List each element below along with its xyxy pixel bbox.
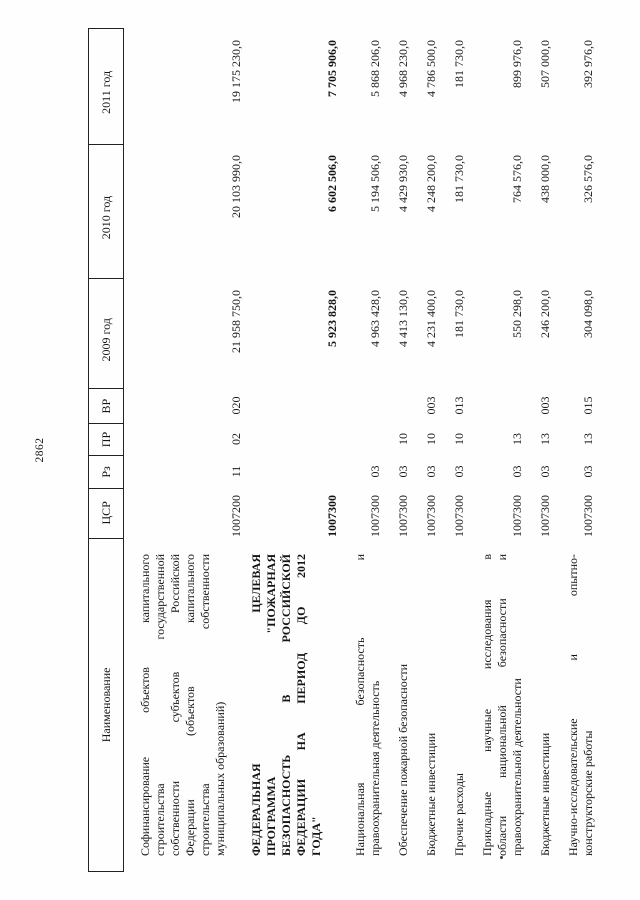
row-2009: 4 231 400,0: [424, 290, 438, 347]
table-header: [88, 28, 124, 872]
table-row: [480, 28, 525, 872]
name-line: муниципальных образований): [213, 701, 227, 856]
row-2009: 4 413 130,0: [396, 290, 410, 347]
row-vr: 003: [424, 396, 438, 415]
row-2011: 4 968 230,0: [396, 40, 410, 97]
row-csr: 1007300: [538, 495, 552, 537]
row-2011: 4 786 500,0: [424, 40, 438, 97]
row-pr: 10: [452, 433, 466, 445]
row-name: [249, 538, 340, 872]
name-line: ГОДА": [309, 816, 323, 856]
name-line: правоохранительная деятельность: [368, 680, 382, 856]
header-cell-2009: 2009 год: [89, 278, 123, 388]
row-2009: 304 098,0: [581, 290, 595, 338]
row-2010: 4 429 930,0: [396, 155, 410, 212]
header-cell-2010: 2010 год: [89, 144, 123, 279]
row-pr: 10: [396, 433, 410, 445]
name-line: строительства государственной: [153, 554, 167, 856]
name-line: ПРОГРАММА "ПОЖАРНАЯ: [264, 554, 278, 856]
row-2009: 181 730,0: [452, 290, 466, 338]
row-2009: 21 958 750,0: [229, 290, 243, 353]
table-row: [138, 28, 244, 872]
name-line: Бюджетные инвестиции: [538, 732, 552, 856]
row-2011: 7 705 906,0: [325, 40, 339, 97]
name-line: Прочие расходы: [452, 773, 466, 856]
row-rz: 03: [538, 465, 552, 478]
row-2010: 326 576,0: [581, 155, 595, 203]
row-2010: 5 194 506,0: [368, 155, 382, 212]
row-rz: 03: [396, 465, 410, 478]
table-row: [566, 28, 596, 872]
name-line: ФЕДЕРАЛЬНАЯ ЦЕЛЕВАЯ: [249, 554, 263, 856]
name-line: Научно-исследовательские и опытно-: [566, 554, 580, 856]
name-line: БЕЗОПАСНОСТЬ В РОССИЙСКОЙ: [279, 554, 293, 856]
row-2009: 550 298,0: [510, 290, 524, 338]
row-csr: 1007300: [396, 495, 410, 537]
header-cell-2011: 2011 год: [98, 70, 113, 114]
row-vr: 013: [452, 396, 466, 415]
header-cell-csr: ЦСР: [89, 488, 123, 538]
row-name: [424, 538, 439, 872]
row-2011: 899 976,0: [510, 40, 524, 88]
name-line: Обеспечение пожарной безопасности: [396, 663, 410, 856]
header-cell-rz: Рз: [89, 455, 123, 488]
name-line: Софинансирование объектов капитального: [138, 554, 152, 856]
row-rz: 03: [368, 465, 382, 478]
row-name: [138, 538, 244, 872]
row-pr: 10: [424, 433, 438, 445]
row-name: [452, 538, 467, 872]
row-2010: 764 576,0: [510, 155, 524, 203]
row-name: [353, 538, 383, 872]
row-pr: 13: [581, 433, 595, 445]
header-cell-vr: ВР: [89, 388, 123, 423]
row-2011: 19 175 230,0: [229, 40, 243, 103]
row-2009: 4 963 428,0: [368, 290, 382, 347]
row-name: [538, 538, 553, 872]
row-2009: 246 200,0: [538, 290, 552, 338]
name-line: правоохранительной деятельности: [510, 678, 524, 856]
page-number: 2862: [34, 437, 46, 463]
row-name: [396, 538, 411, 872]
table-row: [424, 28, 439, 872]
row-rz: 11: [229, 465, 243, 478]
row-2009: 5 923 828,0: [325, 290, 339, 347]
row-2010: 181 730,0: [452, 155, 466, 203]
name-line: области национальной безопасности и: [495, 554, 509, 856]
row-2010: 20 103 990,0: [229, 155, 243, 218]
row-name: [566, 538, 596, 872]
row-2010: 6 602 506,0: [325, 155, 339, 212]
name-line: Национальная безопасность и: [353, 554, 367, 856]
name-line: строительства собственности: [198, 554, 212, 856]
row-rz: 03: [581, 465, 595, 478]
name-line: Бюджетные инвестиции: [424, 732, 438, 856]
table-row: [452, 28, 467, 872]
table-rows: [138, 28, 596, 872]
row-2011: 507 000,0: [538, 40, 552, 88]
name-line: Федерации (объектов капитального: [183, 554, 197, 856]
scan-speck: [500, 856, 503, 859]
row-2011: 392 976,0: [581, 40, 595, 88]
name-line: собственности субъектов Российской: [168, 554, 182, 856]
name-line: Прикладные научные исследования в: [480, 554, 494, 856]
table-row: [249, 28, 340, 872]
table-row: [353, 28, 383, 872]
row-vr: 020: [229, 396, 243, 415]
name-line: конструкторские работы: [581, 730, 595, 856]
header-cell-pr: ПР: [89, 423, 123, 455]
row-vr: 015: [581, 396, 595, 415]
name-line: ФЕДЕРАЦИИ НА ПЕРИОД ДО 2012: [294, 554, 308, 856]
row-csr: 1007300: [510, 495, 524, 537]
header-cell-name: Наименование: [89, 538, 123, 871]
row-rz: 03: [510, 465, 524, 478]
row-vr: 003: [538, 396, 552, 415]
row-csr: 1007300: [581, 495, 595, 537]
row-name: [480, 538, 525, 872]
row-pr: 02: [229, 433, 243, 445]
row-pr: 13: [510, 433, 524, 445]
budget-table: [88, 28, 596, 872]
row-csr: 1007300: [424, 495, 438, 537]
row-2010: 4 248 200,0: [424, 155, 438, 212]
row-csr: 1007300: [452, 495, 466, 537]
row-2010: 438 000,0: [538, 155, 552, 203]
row-2011: 181 730,0: [452, 40, 466, 88]
row-csr: 1007300: [325, 495, 339, 537]
row-csr: 1007200: [229, 495, 243, 537]
row-csr: 1007300: [368, 495, 382, 537]
row-pr: 13: [538, 433, 552, 445]
row-2011: 5 868 206,0: [368, 40, 382, 97]
row-rz: 03: [424, 465, 438, 478]
row-rz: 03: [452, 465, 466, 478]
table-row: [396, 28, 411, 872]
table-row: [538, 28, 553, 872]
